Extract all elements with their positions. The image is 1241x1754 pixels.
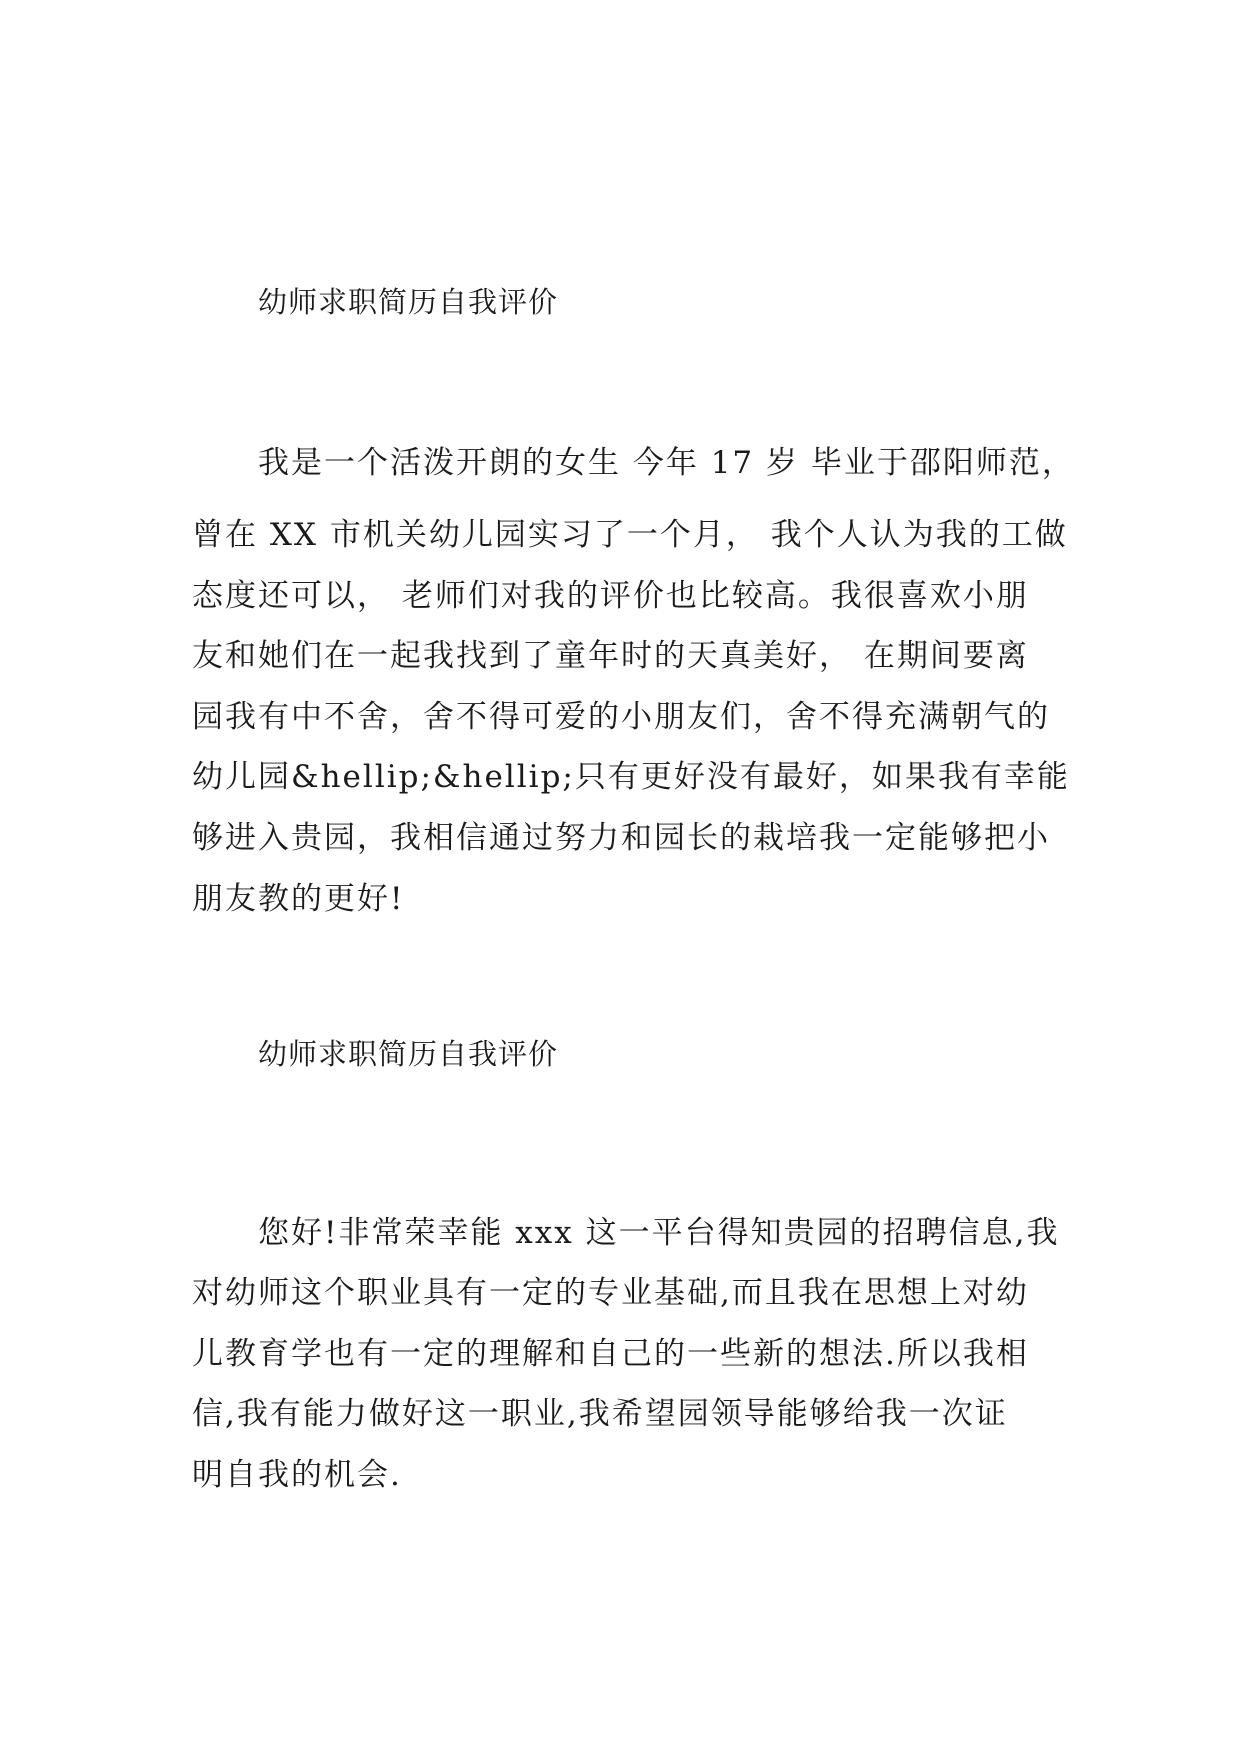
paragraph-line: 明自我的机会.: [192, 1457, 402, 1493]
paragraph-line: 儿教育学也有一定的理解和自己的一些新的想法.所以我相: [192, 1336, 1029, 1372]
section-heading: 幼师求职简历自我评价: [258, 1037, 559, 1071]
section-heading: 幼师求职简历自我评价: [258, 285, 559, 319]
paragraph-line: 您好!非常荣幸能 xxx 这一平台得知贵园的招聘信息,我: [258, 1215, 1060, 1251]
paragraph-line: 园我有中不舍，舍不得可爱的小朋友们，舍不得充满朝气的: [192, 699, 1050, 735]
paragraph-line: 我是一个活泼开朗的女生 今年 17 岁 毕业于邵阳师范，: [258, 445, 1075, 481]
paragraph-line: 幼儿园&hellip;&hellip;只有更好没有最好，如果我有幸能: [192, 759, 1070, 795]
paragraph-line: 对幼师这个职业具有一定的专业基础,而且我在思想上对幼: [192, 1275, 1029, 1311]
paragraph-line: 信,我有能力做好这一职业,我希望园领导能够给我一次证: [192, 1396, 1008, 1432]
paragraph-line: 朋友教的更好!: [192, 881, 405, 917]
paragraph-line: 态度还可以， 老师们对我的评价也比较高。我很喜欢小朋: [192, 578, 1029, 614]
paragraph-line: 友和她们在一起我找到了童年时的天真美好， 在期间要离: [192, 638, 1029, 674]
paragraph-line: 曾在 XX 市机关幼儿园实习了一个月， 我个人认为我的工做: [192, 517, 1068, 553]
paragraph-line: 够进入贵园，我相信通过努力和园长的栽培我一定能够把小: [192, 820, 1050, 856]
